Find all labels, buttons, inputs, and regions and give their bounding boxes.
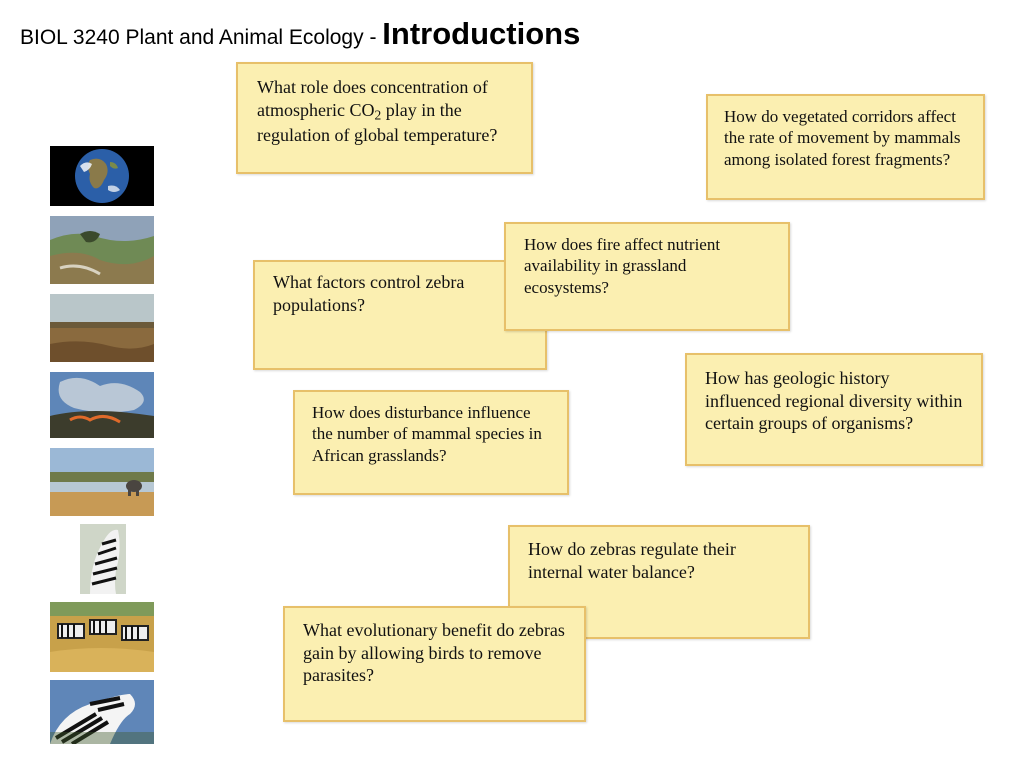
question-card-geologic-history — [685, 353, 983, 466]
question-text: What evolutionary benefit do zebras gain by allowing birds to remove parasites? — [303, 620, 565, 685]
waterhole-with-elephant-image — [50, 448, 154, 516]
question-text: How does fire affect nutrient availability in grassland ecosystems? — [524, 235, 721, 297]
question-text: How does disturbance influence the number of mammal species in African grasslands? — [312, 403, 542, 465]
question-text: What role does concentration of atmospheric $CO_2$ play in the regulation of global temperature? — [257, 77, 498, 145]
zebra-herd-in-grass-image — [50, 602, 154, 672]
question-text: How do vegetated corridors affect the rate of movement by mammals among isolated forest fragments? — [724, 107, 961, 169]
question-card-birds-parasites — [283, 606, 586, 722]
earth-from-space-image — [50, 146, 154, 206]
question-card-disturbance — [293, 390, 569, 495]
question-card-co2 — [236, 62, 533, 174]
slide-title — [20, 16, 580, 52]
slide-topic: Introductions — [382, 16, 581, 51]
question-text: How has geologic history influenced regional diversity within certain groups of organisms? — [705, 368, 963, 433]
savanna-plain-image — [50, 294, 154, 362]
question-text: What factors control zebra populations? — [273, 272, 465, 315]
zebra-closeup-image — [50, 680, 154, 744]
grassland-fire-smoke-image — [50, 372, 154, 438]
question-text: How do zebras regulate their internal water balance? — [528, 539, 736, 582]
course-name: BIOL 3240 Plant and Animal Ecology - — [20, 26, 383, 49]
question-card-fire — [504, 222, 790, 331]
question-card-corridors — [706, 94, 985, 200]
question-card-zebra-populations — [253, 260, 547, 370]
zebra-head-image — [80, 524, 126, 594]
satellite-landscape-image — [50, 216, 154, 284]
